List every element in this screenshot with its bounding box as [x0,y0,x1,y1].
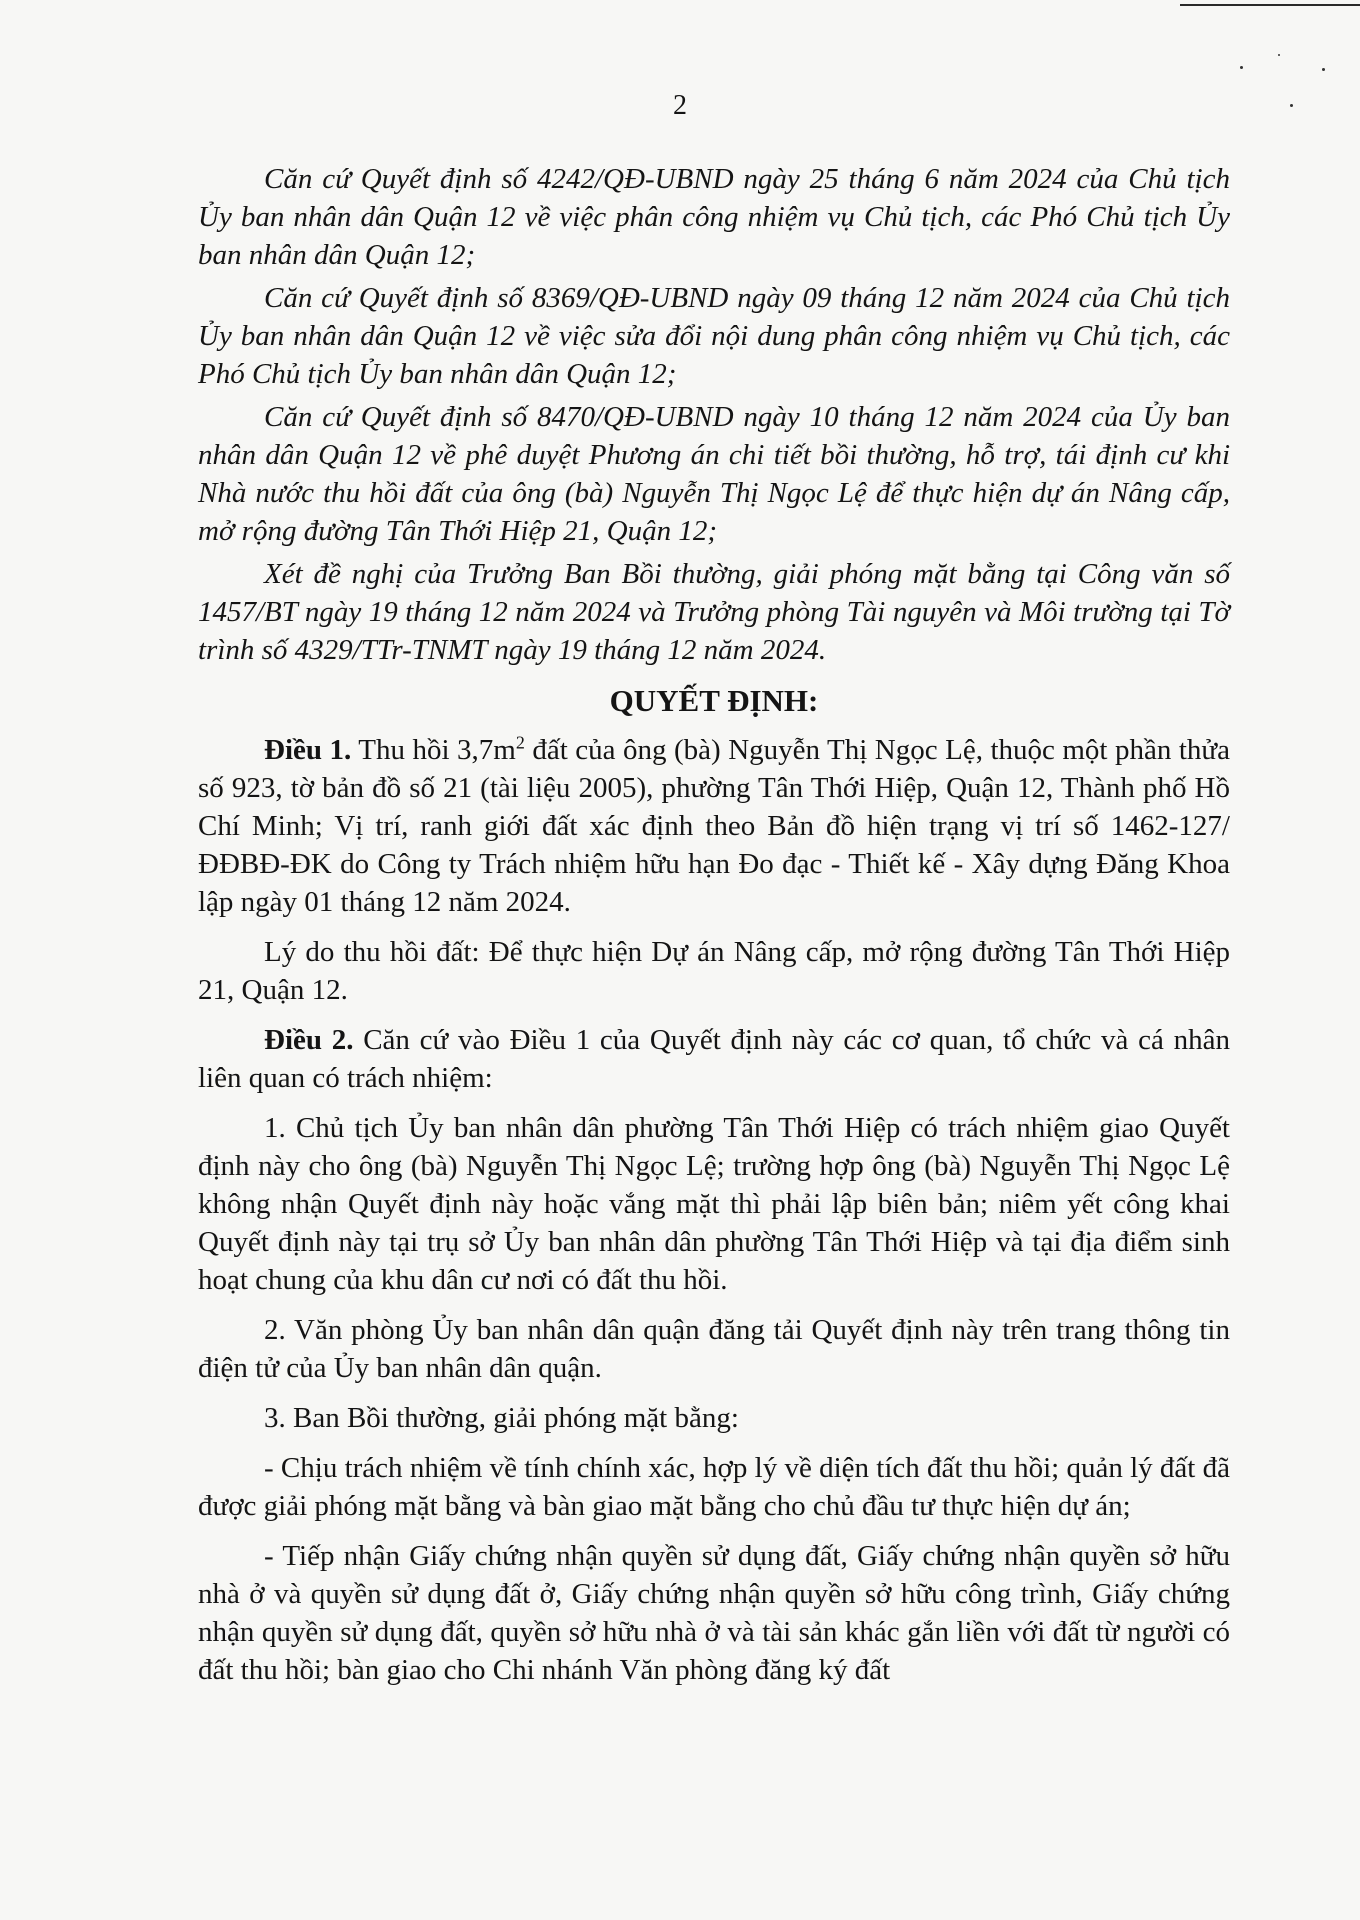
item-paragraph: - Chịu trách nhiệm về tính chính xác, hợp lý về diện tích đất thu hồi; quản lý đất đã được giải phóng mặt bằng và bàn giao mặt bằng cho chủ đầu tư thực hiện dự án; [198,1452,1230,1522]
area-unit-superscript: 2 [515,732,525,753]
scan-speck [1240,66,1243,69]
document-body [198,160,1230,1701]
item-paragraph: 3. Ban Bồi thường, giải phóng mặt bằng: [264,1402,739,1434]
article-1-text-cont: đất của ông (bà) Nguyễn Thị Ngọc Lệ, thuộc một phần thửa số 923, tờ bản đồ số 21 (tài liệu 2005), phường Tân Thới Hiệp, Quận 12, Thành phố Hồ Chí Minh; Vị trí, ranh giới đất xác định theo Bản đồ hiện trạng vị trí số 1462-127/ĐĐBĐ-ĐK do Công ty Trách nhiệm hữu hạn Đo đạc - Thiết kế - Xây dựng Đăng Khoa lập ngày 01 tháng 12 năm 2024. [198,734,1231,918]
item-paragraph: 1. Chủ tịch Ủy ban nhân dân phường Tân Thới Hiệp có trách nhiệm giao Quyết định này cho ông (bà) Nguyễn Thị Ngọc Lệ; trường hợp ông (bà) Nguyễn Thị Ngọc Lệ không nhận Quyết định này hoặc vắng mặt thì phải lập biên bản; niêm yết công khai Quyết định này tại trụ sở Ủy ban nhân dân phường Tân Thới Hiệp và tại địa điểm sinh hoạt chung của khu dân cư nơi có đất thu hồi. [198,1112,1230,1296]
article-2-label: Điều 2. [264,1024,354,1056]
page-number: 2 [673,90,687,121]
decision-body [198,731,1230,1689]
article-1 [198,731,1230,921]
decision-heading: QUYẾT ĐỊNH: [609,683,819,718]
scan-speck [1322,68,1325,71]
preamble-paragraph: Căn cứ Quyết định số 8369/QĐ-UBND ngày 09 tháng 12 năm 2024 của Chủ tịch Ủy ban nhân dân Quận 12 về việc sửa đổi nội dung phân công nhiệm vụ Chủ tịch, các Phó Chủ tịch Ủy ban nhân dân Quận 12; [198,282,1230,390]
reason-paragraph: Lý do thu hồi đất: Để thực hiện Dự án Nâng cấp, mở rộng đường Tân Thới Hiệp 21, Quận 12. [198,936,1230,1006]
item-paragraph: - Tiếp nhận Giấy chứng nhận quyền sử dụng đất, Giấy chứng nhận quyền sở hữu nhà ở và quyền sử dụng đất ở, Giấy chứng nhận quyền sở hữu công trình, Giấy chứng nhận quyền sử dụng đất, quyền sở hữu nhà ở và tài sản khác gắn liền với đất từ người có đất thu hồi; bàn giao cho Chi nhánh Văn phòng đăng ký đất [198,1540,1230,1686]
item-paragraph: 2. Văn phòng Ủy ban nhân dân quận đăng tải Quyết định này trên trang thông tin điện tử của Ủy ban nhân dân quận. [198,1314,1230,1384]
preamble [198,160,1230,669]
scan-top-rule [1180,4,1360,6]
article-1-text: Thu hồi 3,7m [351,734,516,766]
scan-speck [1278,54,1280,56]
article-2 [198,1021,1230,1097]
article-2-text: Căn cứ vào Điều 1 của Quyết định này các cơ quan, tổ chức và cá nhân liên quan có trách nhiệm: [198,1024,1230,1094]
preamble-paragraph: Căn cứ Quyết định số 4242/QĐ-UBND ngày 25 tháng 6 năm 2024 của Chủ tịch Ủy ban nhân dân Quận 12 về việc phân công nhiệm vụ Chủ tịch, các Phó Chủ tịch Ủy ban nhân dân Quận 12; [198,163,1230,271]
preamble-paragraph: Xét đề nghị của Trưởng Ban Bồi thường, giải phóng mặt bằng tại Công văn số 1457/BT ngày 19 tháng 12 năm 2024 và Trưởng phòng Tài nguyên và Môi trường tại Tờ trình số 4329/TTr-TNMT ngày 19 tháng 12 năm 2024. [198,558,1230,666]
article-1-label: Điều 1. [264,734,352,766]
preamble-paragraph: Căn cứ Quyết định số 8470/QĐ-UBND ngày 10 tháng 12 năm 2024 của Ủy ban nhân dân Quận 12 về phê duyệt Phương án chi tiết bồi thường, hỗ trợ, tái định cư khi Nhà nước thu hồi đất của ông (bà) Nguyễn Thị Ngọc Lệ để thực hiện dự án Nâng cấp, mở rộng đường Tân Thới Hiệp 21, Quận 12; [198,401,1230,547]
